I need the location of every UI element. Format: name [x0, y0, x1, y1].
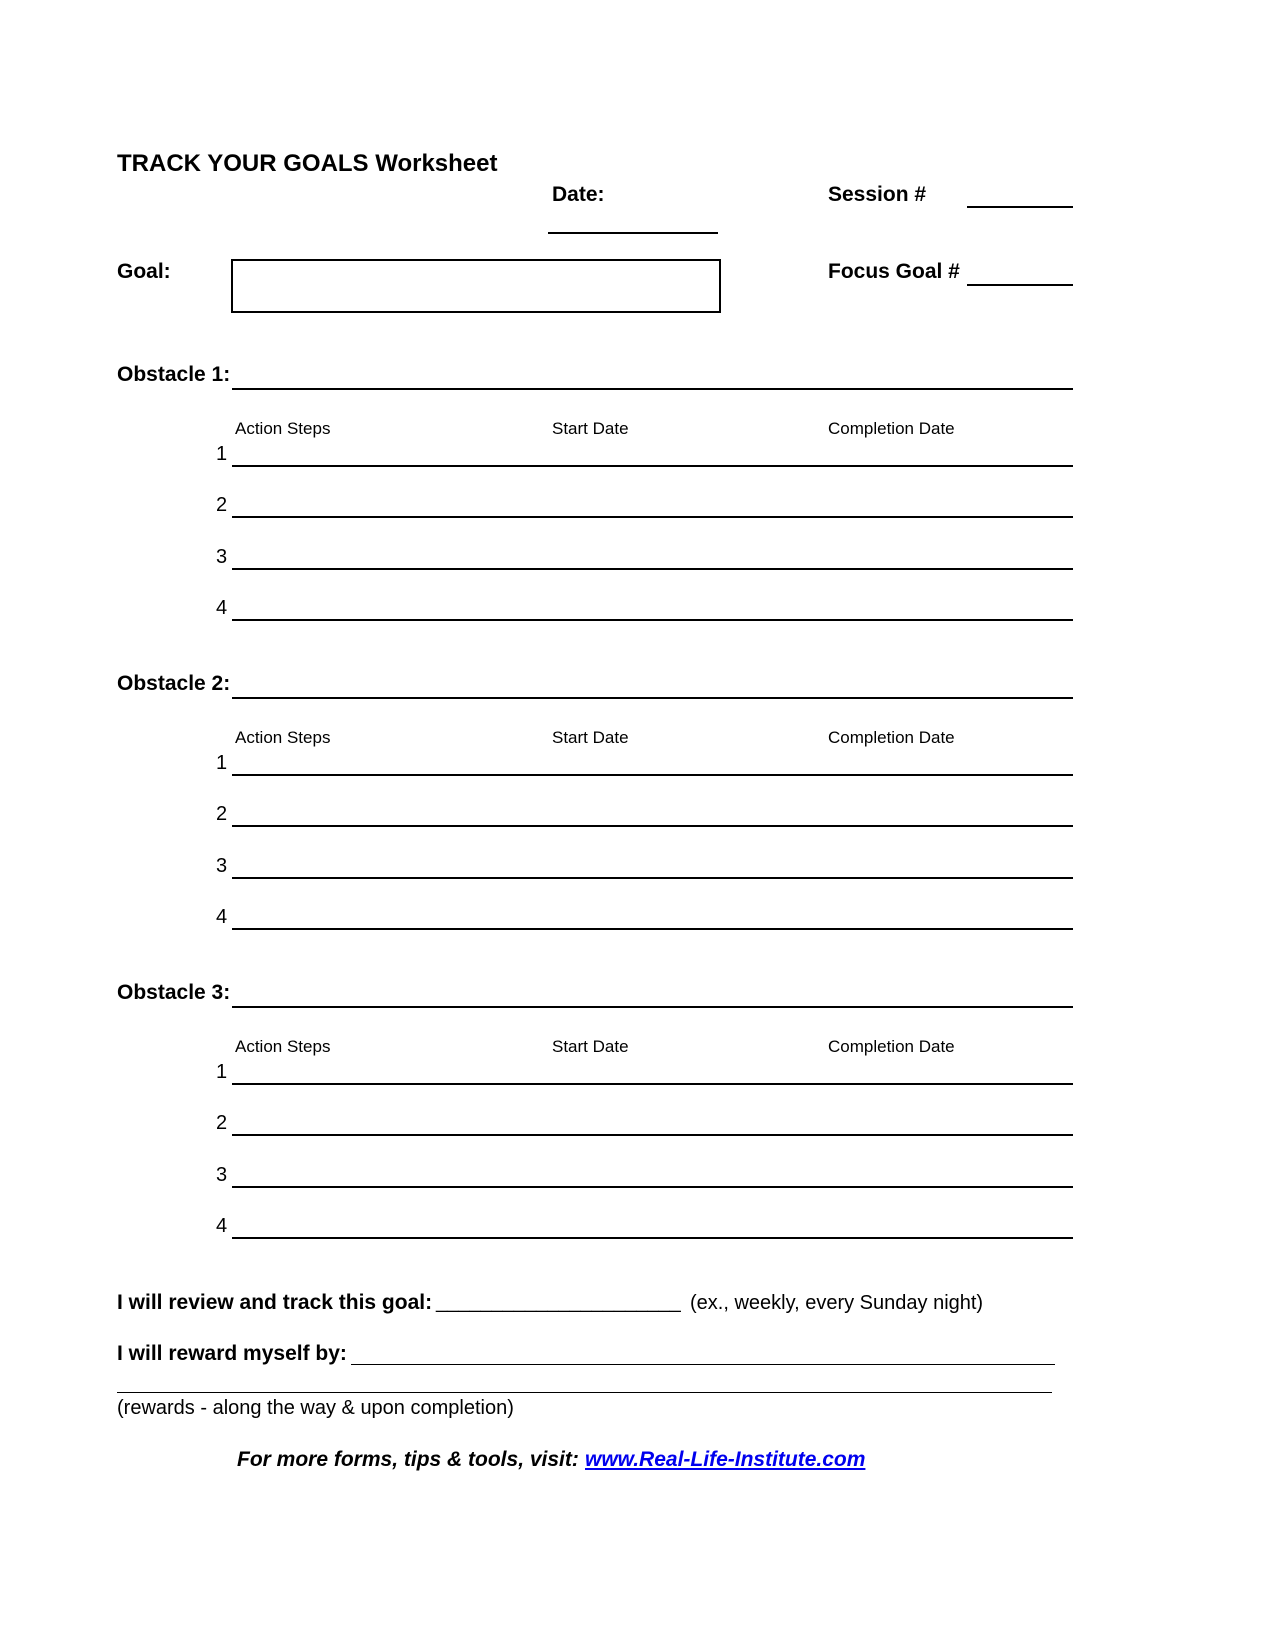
obstacle-label: Obstacle 3: [117, 981, 231, 1004]
completion-date-header: Completion Date [828, 728, 955, 747]
action-step-field[interactable] [232, 928, 1073, 930]
obstacle-label: Obstacle 1: [117, 363, 231, 386]
obstacle-field[interactable] [232, 697, 1073, 699]
goal-label: Goal: [117, 260, 171, 283]
focus-goal-field[interactable] [967, 284, 1073, 286]
date-field[interactable] [548, 232, 718, 234]
step-number: 4 [216, 597, 228, 619]
start-date-header: Start Date [552, 419, 629, 438]
reward-note: (rewards - along the way & upon completion) [117, 1397, 514, 1419]
action-steps-header: Action Steps [235, 728, 331, 747]
action-step-field[interactable] [232, 465, 1073, 467]
completion-date-header: Completion Date [828, 1037, 955, 1056]
action-step-field[interactable] [232, 1237, 1073, 1239]
focus-goal-label: Focus Goal # [828, 260, 960, 283]
goal-field[interactable] [231, 259, 721, 313]
action-step-field[interactable] [232, 1083, 1073, 1085]
start-date-header: Start Date [552, 728, 629, 747]
review-field[interactable]: ______________________ [436, 1291, 681, 1313]
date-label: Date: [552, 183, 605, 206]
review-label: I will review and track this goal: [117, 1291, 433, 1314]
step-number: 1 [216, 752, 228, 774]
action-step-field[interactable] [232, 877, 1073, 879]
step-number: 3 [216, 546, 228, 568]
step-number: 4 [216, 906, 228, 928]
action-step-field[interactable] [232, 1134, 1073, 1136]
completion-date-header: Completion Date [828, 419, 955, 438]
action-step-field[interactable] [232, 774, 1073, 776]
step-number: 2 [216, 1112, 228, 1134]
step-number: 1 [216, 1061, 228, 1083]
action-step-field[interactable] [232, 619, 1073, 621]
step-number: 2 [216, 803, 228, 825]
reward-field-continued[interactable] [117, 1392, 1052, 1393]
reward-label: I will reward myself by: [117, 1342, 347, 1365]
step-number: 4 [216, 1215, 228, 1237]
action-steps-header: Action Steps [235, 419, 331, 438]
action-step-field[interactable] [232, 825, 1073, 827]
action-step-field[interactable] [232, 516, 1073, 518]
start-date-header: Start Date [552, 1037, 629, 1056]
obstacle-field[interactable] [232, 1006, 1073, 1008]
step-number: 2 [216, 494, 228, 516]
page-title: TRACK YOUR GOALS Worksheet [117, 150, 498, 177]
session-field[interactable] [967, 206, 1073, 208]
obstacle-field[interactable] [232, 388, 1073, 390]
action-steps-header: Action Steps [235, 1037, 331, 1056]
obstacle-label: Obstacle 2: [117, 672, 231, 695]
step-number: 3 [216, 855, 228, 877]
session-label: Session # [828, 183, 927, 206]
website-link[interactable]: www.Real-Life-Institute.com [585, 1448, 866, 1471]
step-number: 1 [216, 443, 228, 465]
review-example: (ex., weekly, every Sunday night) [690, 1292, 984, 1314]
reward-field[interactable] [351, 1364, 1055, 1365]
footer-text: For more forms, tips & tools, visit: [237, 1448, 579, 1471]
action-step-field[interactable] [232, 568, 1073, 570]
action-step-field[interactable] [232, 1186, 1073, 1188]
step-number: 3 [216, 1164, 228, 1186]
